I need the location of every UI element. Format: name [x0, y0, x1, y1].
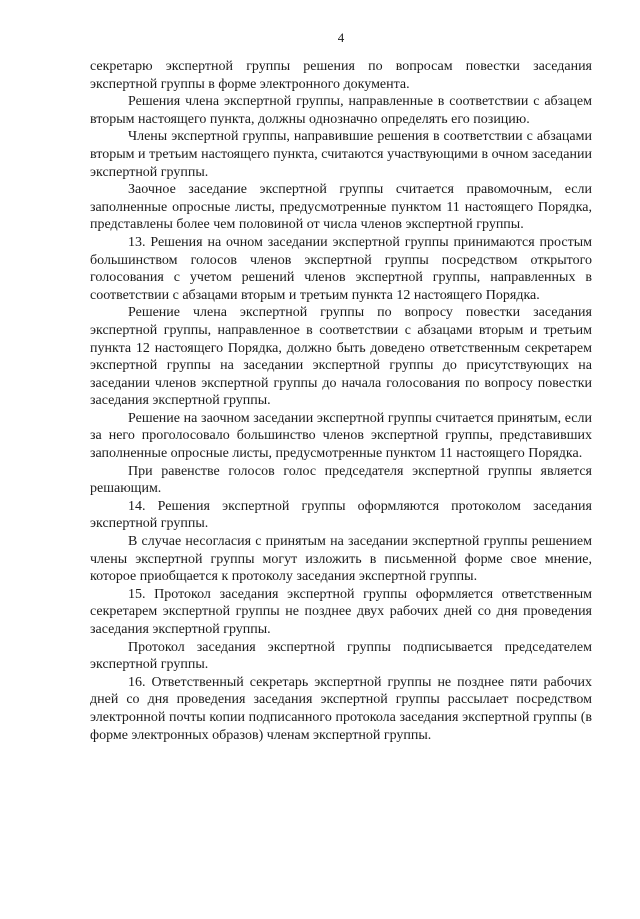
paragraph: Члены экспертной группы, направившие решения в соответствии с абзацами вторым и третьим настоящего пункта, считаются участвующими в очном заседании экспертной группы. — [90, 129, 592, 180]
paragraph: Заочное заседание экспертной группы считается правомочным, если заполненные опросные листы, предусмотренные пунктом 11 настоящего Порядка, представлены более чем половиной от числа членов экспертной группы. — [90, 182, 592, 233]
paragraph: Решение члена экспертной группы по вопросу повестки заседания экспертной группы, направленное в соответствии с абзацами вторым и третьим пункта 12 настоящего Порядка, должно быть доведено ответственным секретарем экспертной группы на заседании экспертной группы до присутствующих на заседании членов экспертной группы до начала голосования по вопросу повестки заседания экспертной группы. — [90, 305, 592, 409]
paragraph: При равенстве голосов голос председателя экспертной группы является решающим. — [90, 463, 592, 497]
paragraph-item-15: 15. Протокол заседания экспертной группы оформляется ответственным секретарем экспертной группы не позднее двух рабочих дней со дня проведения заседания экспертной группы. — [90, 586, 592, 637]
paragraph: Протокол заседания экспертной группы подписывается председателем экспертной группы. — [90, 639, 592, 673]
paragraph: Решения члена экспертной группы, направленные в соответствии с абзацем вторым настоящего пункта, должны однозначно определять его позицию. — [90, 94, 592, 127]
paragraph-item-14: 14. Решения экспертной группы оформляются протоколом заседания экспертной группы. — [90, 498, 592, 532]
document-body — [90, 58, 592, 744]
paragraph-item-16: 16. Ответственный секретарь экспертной группы не позднее пяти рабочих дней со дня проведения заседания экспертной группы рассылает посредством электронной почты копии подписанного протокола заседания экспертной группы (в форме электронных образов) членам экспертной группы. — [90, 674, 592, 743]
paragraph: Решение на заочном заседании экспертной группы считается принятым, если за него проголосовало большинство членов экспертной группы, представивших заполненные опросные листы, предусмотренные пунктом 11 настоящего Порядка. — [90, 410, 592, 462]
paragraph-item-13: 13. Решения на очном заседании экспертной группы принимаются простым большинством голосов членов экспертной группы посредством открытого голосования с учетом решений членов экспертной группы, направленных в соответствии с абзацами вторым и третьим пункта 12 настоящего Порядка. — [90, 234, 592, 303]
paragraph: В случае несогласия с принятым на заседании экспертной группы решением члены экспертной группы могут изложить в письменной форме свое мнение, которое приобщается к протоколу заседания экспертной группы. — [90, 534, 592, 585]
page-number: 4 — [337, 30, 345, 45]
paragraph-continuation: секретарю экспертной группы решения по вопросам повестки заседания экспертной группы в форме электронного документа. — [90, 59, 592, 92]
